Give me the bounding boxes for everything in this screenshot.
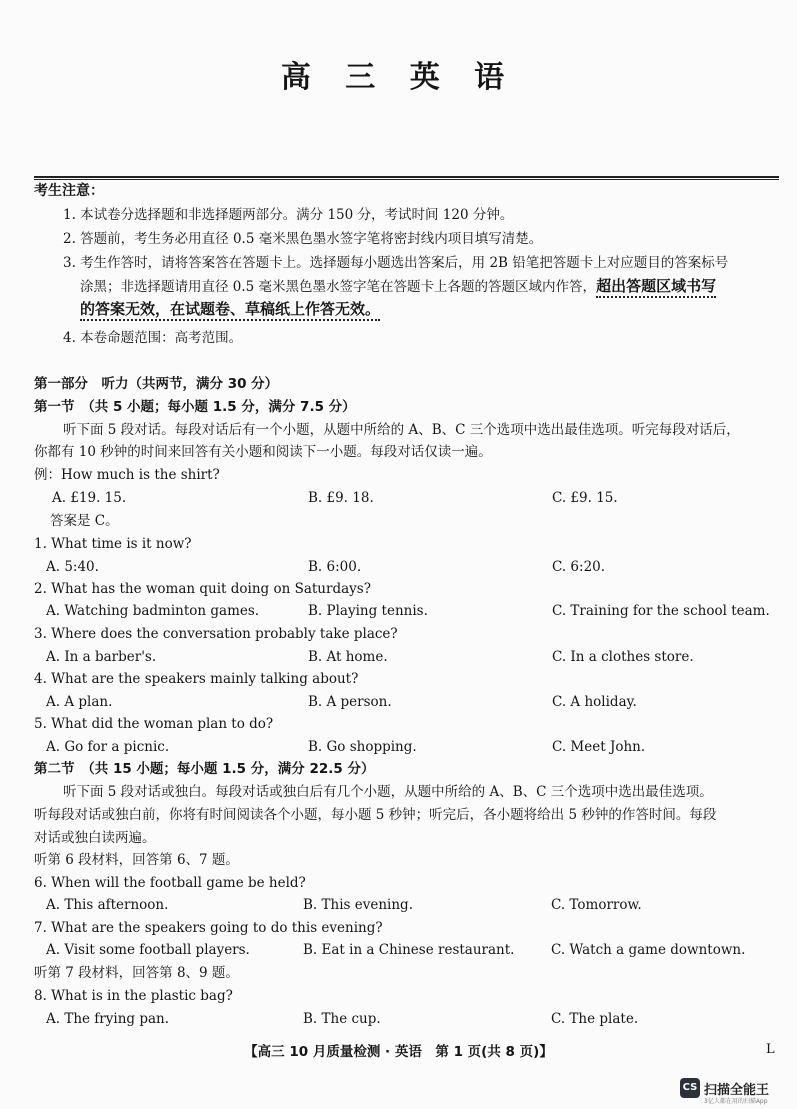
example-answer: 答案是 C。: [50, 513, 119, 529]
scanner-slogan: 3亿人都在用的扫描App: [704, 1098, 768, 1105]
question-5: 5. What did the woman plan to do?: [34, 716, 274, 732]
question-5-option-b: B. Go shopping.: [308, 739, 417, 755]
question-6-option-b: B. This evening.: [303, 897, 413, 913]
scanner-logo-icon: CS: [680, 1078, 700, 1098]
example-option-a: A. £19. 15.: [52, 490, 127, 506]
section1-instructions-1: 听下面 5 段对话。每段对话后有一个小题，从题中所给的 A、B、C 三个选项中选出最佳选项。听完每段对话后，: [63, 422, 740, 438]
question-4-option-a: A. A plan.: [46, 694, 113, 710]
question-8-option-c: C. The plate.: [551, 1011, 639, 1027]
question-5-option-c: C. Meet John.: [552, 739, 646, 755]
example-option-b: B. £9. 18.: [308, 490, 374, 506]
section2-instructions-1: 听下面 5 段对话或独白。每段对话或独白后有几个小题，从题中所给的 A、B、C 三个选项中选出最佳选项。: [63, 784, 713, 800]
example-option-c: C. £9. 15.: [552, 490, 618, 506]
question-6-option-c: C. Tomorrow.: [551, 897, 642, 913]
scanner-watermark: [680, 1076, 790, 1106]
footer-mark: L: [766, 1042, 775, 1057]
question-7-option-c: C. Watch a game downtown.: [551, 942, 746, 958]
question-4-option-b: B. A person.: [308, 694, 392, 710]
question-5-option-a: A. Go for a picnic.: [46, 739, 170, 755]
section1-heading: 第一节 （共 5 小题；每小题 1.5 分，满分 7.5 分）: [34, 399, 356, 415]
section2-heading: 第二节 （共 15 小题；每小题 1.5 分，满分 22.5 分）: [34, 761, 375, 777]
notice-item-1: 1. 本试卷分选择题和非选择题两部分。满分 150 分，考试时间 120 分钟。: [63, 207, 514, 223]
notice-emphasis-2-text: 的答案无效，在试题卷、草稿纸上作答无效。: [80, 300, 380, 321]
material-6-heading: 听第 6 段材料，回答第 6、7 题。: [34, 852, 239, 868]
question-8-option-a: A. The frying pan.: [46, 1011, 170, 1027]
question-4-option-c: C. A holiday.: [552, 694, 637, 710]
example-question: 例：How much is the shirt?: [34, 467, 220, 483]
notice-item-3-cont-text: 涂黑；非选择题请用直径 0.5 毫米黑色墨水签字笔在答题卡上各题的答题区域内作答，: [80, 279, 597, 295]
question-4: 4. What are the speakers mainly talking about?: [34, 671, 359, 687]
question-3: 3. Where does the conversation probably take place?: [34, 626, 398, 642]
page-footer: 【高三 10 月质量检测 · 英语 第 1 页(共 8 页)】: [244, 1044, 553, 1060]
question-7-option-b: B. Eat in a Chinese restaurant.: [303, 942, 515, 958]
notice-item-2: 2. 答题前，考生务必用直径 0.5 毫米黑色墨水签字笔将密封线内项目填写清楚。: [63, 231, 543, 247]
section2-instructions-2: 听每段对话或独白前，你将有时间阅读各个小题，每小题 5 秒钟；听完后，各小题将给出 5 秒钟的作答时间。每段: [34, 807, 717, 823]
question-2-option-c: C. Training for the school team.: [552, 603, 770, 619]
question-8: 8. What is in the plastic bag?: [34, 988, 233, 1004]
question-6: 6. When will the football game be held?: [34, 875, 306, 891]
question-3-option-b: B. At home.: [308, 649, 388, 665]
notice-emphasis-2: [80, 301, 380, 318]
question-7-option-a: A. Visit some football players.: [46, 942, 250, 958]
section1-instructions-2: 你都有 10 秒钟的时间来回答有关小题和阅读下一小题。每段对话仅读一遍。: [34, 444, 492, 460]
notice-item-3-cont: [80, 278, 716, 296]
material-7-heading: 听第 7 段材料，回答第 8、9 题。: [34, 965, 239, 981]
page-title: 高 三 英 语: [280, 60, 517, 95]
title-rule-thin: [34, 179, 779, 180]
question-1-option-b: B. 6:00.: [308, 559, 362, 575]
question-8-option-b: B. The cup.: [303, 1011, 381, 1027]
question-2-option-a: A. Watching badminton games.: [46, 603, 260, 619]
notice-emphasis-1: 超出答题区域书写: [596, 277, 716, 298]
notice-item-4: 4. 本卷命题范围：高考范围。: [63, 330, 243, 346]
part1-heading: 第一部分 听力（共两节，满分 30 分）: [34, 376, 279, 392]
question-1-option-c: C. 6:20.: [552, 559, 606, 575]
question-6-option-a: A. This afternoon.: [46, 897, 169, 913]
question-1-option-a: A. 5:40.: [46, 559, 99, 575]
question-1: 1. What time is it now?: [34, 536, 192, 552]
question-7: 7. What are the speakers going to do this evening?: [34, 920, 383, 936]
title-rule: [34, 176, 779, 178]
notice-heading: 考生注意：: [34, 183, 104, 199]
question-3-option-c: C. In a clothes store.: [552, 649, 694, 665]
section2-instructions-3: 对话或独白读两遍。: [34, 830, 156, 846]
notice-item-3: 3. 考生作答时，请将答案答在答题卡上。选择题每小题选出答案后，用 2B 铅笔把答题卡上对应题目的答案标号: [63, 255, 729, 271]
question-3-option-a: A. In a barber's.: [46, 649, 157, 665]
scanner-brand: 扫描全能王: [704, 1083, 770, 1098]
question-2: 2. What has the woman quit doing on Saturdays?: [34, 581, 371, 597]
question-2-option-b: B. Playing tennis.: [308, 603, 428, 619]
